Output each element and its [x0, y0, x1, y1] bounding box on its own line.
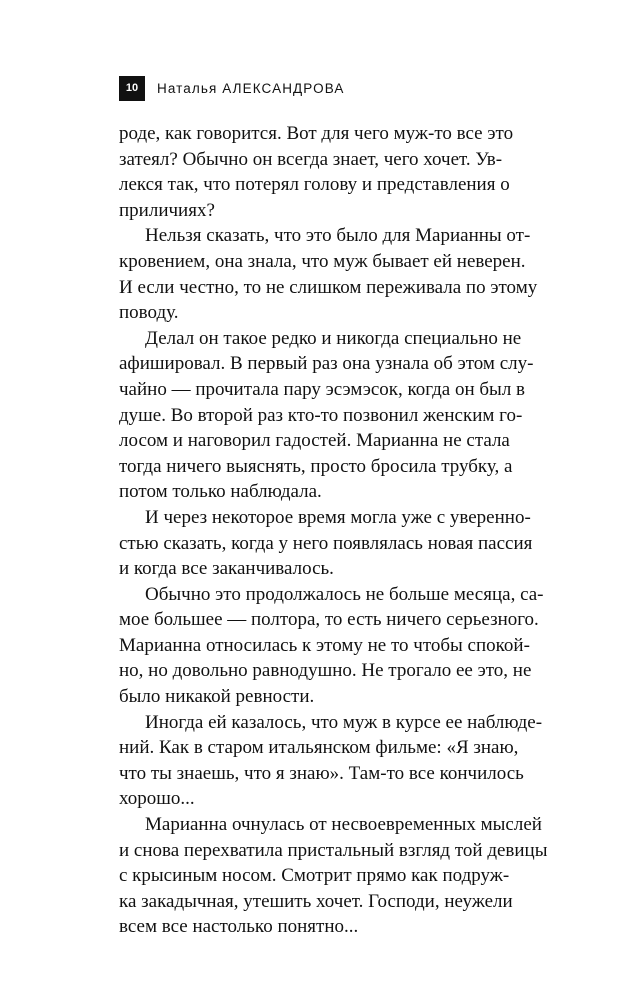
- text-line: мое большее — полтора, то есть ничего серьезного.: [119, 609, 539, 631]
- text-line: приличиях?: [119, 199, 215, 221]
- text-line: затеял? Обычно он всегда знает, чего хочет. Ув-: [119, 148, 503, 170]
- text-line: потом только наблюдала.: [119, 481, 322, 503]
- text-line: тогда ничего выяснять, просто бросила трубку, а: [119, 455, 513, 477]
- text-line: Марианна относилась к этому не то чтобы спокой-: [119, 634, 530, 656]
- text-line: ний. Как в старом итальянском фильме: «Я знаю,: [119, 737, 519, 759]
- text-line: афишировал. В первый раз она узнала об этом слу-: [119, 353, 534, 375]
- paragraph-first-line: Делал он такое редко и никогда специально не: [145, 327, 522, 349]
- paragraph-first-line: Иногда ей казалось, что муж в курсе ее наблюде-: [145, 711, 543, 733]
- text-line: ка закадычная, утешить хочет. Господи, неужели: [119, 890, 513, 912]
- text-line: лосом и наговорил гадостей. Марианна не стала: [119, 430, 510, 452]
- text-line: и когда все заканчивалось.: [119, 558, 334, 580]
- paragraph-first-line: Нельзя сказать, что это было для Марианны от-: [145, 225, 531, 247]
- text-line: стью сказать, когда у него появлялась новая пассия: [119, 532, 533, 554]
- text-line: что ты знаешь, что я знаю». Там-то все кончилось: [119, 762, 524, 784]
- text-line: чайно — прочитала пару эсэмэсок, когда он был в: [119, 378, 526, 400]
- text-line: кровением, она знала, что муж бывает ей неверен.: [119, 250, 526, 272]
- text-line: И если честно, то не слишком переживала по этому: [119, 276, 538, 298]
- running-header: [119, 76, 344, 101]
- text-line: поводу.: [119, 302, 179, 324]
- text-line: было никакой ревности.: [119, 686, 315, 708]
- paragraph-first-line: Обычно это продолжалось не больше месяца, са-: [145, 583, 544, 605]
- page-number: 10: [119, 76, 145, 101]
- paragraph-first-line: Марианна очнулась от несвоевременных мыслей: [145, 814, 542, 836]
- body-text: [119, 121, 548, 940]
- paragraph-first-line: И через некоторое время могла уже с уверенно-: [145, 506, 531, 528]
- running-head-author: Наталья АЛЕКСАНДРОВА: [157, 81, 345, 96]
- text-line: и снова перехватила пристальный взгляд той девицы: [119, 839, 548, 861]
- text-line: хорошо...: [119, 788, 195, 810]
- text-line: но, но довольно равнодушно. Не трогало ее это, не: [119, 660, 532, 682]
- text-line: душе. Во второй раз кто-то позвонил женским го-: [119, 404, 523, 426]
- text-line: с крысиным носом. Смотрит прямо как подруж-: [119, 865, 510, 887]
- text-line: всем все настолько понятно...: [119, 916, 359, 938]
- text-line: лекся так, что потерял голову и представления о: [119, 174, 510, 196]
- text-line: роде, как говорится. Вот для чего муж-то все это: [119, 123, 514, 144]
